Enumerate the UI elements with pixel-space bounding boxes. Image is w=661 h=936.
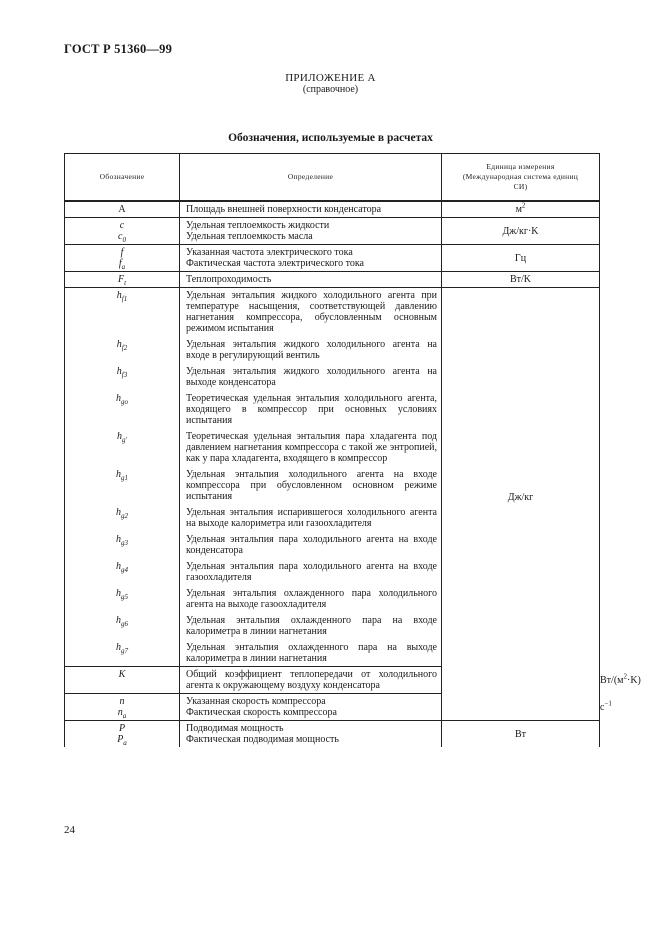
- symbol-subscript: g7: [121, 647, 128, 655]
- symbol: K: [118, 669, 126, 680]
- definition-cell: Удельная энтальпия жидкого холодильного агента на входе в регулирующий вентиль: [180, 339, 442, 361]
- unit: Вт/(м: [600, 674, 624, 686]
- symbol: h: [116, 642, 121, 653]
- symbol-subscript: a: [122, 712, 127, 720]
- definition-cell: Удельная энтальпия охлажденного пара холодильного агента на выходе газоохладителя: [180, 588, 442, 610]
- unit-superscript: 2: [623, 672, 627, 681]
- table-row: [65, 707, 600, 721]
- column-header-unit-line2: (Международная система единиц: [462, 172, 579, 181]
- definition-cell: Фактическая скорость компрессора: [180, 707, 442, 721]
- definition-cell: Указанная частота электрического тока: [180, 245, 442, 259]
- column-header-definition: Определение: [180, 154, 442, 202]
- symbol-cell: [65, 258, 180, 272]
- symbol: h: [116, 615, 121, 626]
- symbol-subscript: t: [124, 279, 127, 287]
- symbol-cell: [65, 469, 180, 502]
- symbol-subscript: g2: [121, 512, 128, 520]
- table-header-row: [65, 154, 600, 202]
- column-header-symbol: Обозначение: [65, 154, 180, 202]
- symbol-subscript: g5: [121, 593, 128, 601]
- page-number: 24: [64, 824, 75, 836]
- unit-cell: Вт: [442, 721, 600, 748]
- symbol-cell: [65, 694, 180, 708]
- table-row: [65, 201, 600, 218]
- unit-cell: Гц: [442, 245, 600, 272]
- unit: с: [600, 701, 605, 713]
- symbol-cell: [65, 431, 180, 464]
- symbol-cell: [65, 393, 180, 426]
- symbol-cell: [65, 707, 180, 721]
- table-row: [65, 288, 600, 335]
- symbol-cell: [65, 339, 180, 361]
- symbol-cell: [65, 561, 180, 583]
- symbol: P: [117, 734, 124, 745]
- column-header-unit-line1: Единица измерения: [486, 162, 555, 171]
- symbol-subscript: g4: [121, 566, 128, 574]
- unit-cell: Дж/кг·K: [442, 218, 600, 245]
- table-row: [65, 721, 600, 735]
- symbol: F: [117, 274, 125, 285]
- symbol: h: [116, 561, 121, 572]
- symbol-cell: [65, 218, 180, 232]
- definition-cell: Удельная энтальпия жидкого холодильного агента на выходе конденсатора: [180, 366, 442, 388]
- definition-cell: Удельная энтальпия жидкого холодильного агента при температуре насыщения, соответствующей давлению нагнетания компрессора, обусловленным основным режимом испытания: [180, 288, 442, 335]
- definition-cell: Теоретическая удельная энтальпия холодильного агента, входящего в компрессор при основных условиях испытания: [180, 393, 442, 426]
- symbol: h: [116, 393, 121, 404]
- unit-cell: [442, 201, 600, 218]
- symbol: n: [119, 696, 125, 707]
- symbol: h: [116, 534, 121, 545]
- symbol: h: [116, 290, 122, 301]
- symbol-cell: [65, 231, 180, 245]
- table-row: [65, 272, 600, 288]
- symbol-cell: [65, 615, 180, 637]
- table-row: [65, 245, 600, 259]
- symbol-cell: [65, 534, 180, 556]
- definition-cell: Подводимая мощность: [180, 721, 442, 735]
- symbol: h: [116, 469, 121, 480]
- symbol-subscript: g3: [121, 539, 128, 547]
- symbol-subscript: f3: [121, 371, 128, 379]
- symbol-cell: [65, 245, 180, 259]
- symbol: f: [118, 258, 122, 269]
- definition-cell: Площадь внешней поверхности конденсатора: [180, 201, 442, 218]
- symbol-subscript: a: [123, 739, 127, 747]
- definition-cell: Удельная теплоемкость масла: [180, 231, 442, 245]
- unit-suffix: ·K): [626, 674, 641, 686]
- column-header-unit: [442, 154, 600, 202]
- definition-cell: Указанная скорость компрессора: [180, 694, 442, 708]
- symbol: h: [116, 366, 122, 377]
- symbol-cell: [65, 272, 180, 288]
- symbol: P: [118, 723, 126, 734]
- standard-code: ГОСТ Р 51360—99: [64, 42, 173, 56]
- symbol-cell: [65, 734, 180, 747]
- definition-cell: Удельная теплоемкость жидкости: [180, 218, 442, 232]
- symbol-subscript: a: [121, 263, 126, 271]
- definition-cell: Фактическая частота электрического тока: [180, 258, 442, 272]
- symbol-cell: [65, 201, 180, 218]
- symbol-cell: [65, 588, 180, 610]
- symbol: A: [118, 204, 126, 215]
- definition-cell: Удельная энтальпия охлажденного пара на выходе калориметра в линии нагнетания: [180, 642, 442, 667]
- annex-title: ПРИЛОЖЕНИЕ А: [285, 72, 376, 84]
- definition-cell: Удельная энтальпия пара холодильного агента на входе газоохладителя: [180, 561, 442, 583]
- definition-cell: Удельная энтальпия охлажденного пара на входе калориметра в линии нагнетания: [180, 615, 442, 637]
- symbol-cell: [65, 288, 180, 335]
- definition-cell: Удельная энтальпия испарившегося холодильного агента на выходе калориметра или газоохладителя: [180, 507, 442, 529]
- unit-superscript: 2: [521, 201, 526, 210]
- symbol: f: [120, 247, 124, 258]
- symbol-subscript: f1: [121, 295, 128, 303]
- symbol: h: [116, 507, 121, 518]
- definition-cell: Общий коэффициент теплопередачи от холодильного агента к окружающему воздуху конденсатора: [180, 667, 442, 694]
- symbol-subscript: go: [121, 398, 128, 406]
- annex-subtitle: (справочное): [302, 84, 359, 95]
- unit: м: [515, 204, 522, 215]
- symbol-cell: [65, 507, 180, 529]
- symbol-subscript: f2: [121, 344, 128, 352]
- definition-cell: Теплопроходимость: [180, 272, 442, 288]
- symbol-subscript: g': [122, 436, 127, 444]
- symbol: n: [117, 707, 123, 718]
- column-header-unit-line3: СИ): [513, 182, 528, 191]
- symbol: h: [116, 339, 122, 350]
- symbol-cell: [65, 366, 180, 388]
- symbol: h: [116, 588, 121, 599]
- unit-cell: Дж/кг: [442, 288, 600, 708]
- definition-cell: Удельная энтальпия холодильного агента на входе компрессора при обусловленном основном режиме испытания: [180, 469, 442, 502]
- definition-cell: Удельная энтальпия пара холодильного агента на входе конденсатора: [180, 534, 442, 556]
- symbol-cell: [65, 721, 180, 735]
- table-title: Обозначения, используемые в расчетах: [228, 132, 433, 144]
- symbol: c: [118, 231, 123, 242]
- symbol: h: [117, 431, 122, 442]
- unit-superscript: −1: [604, 699, 612, 708]
- symbols-table: [64, 153, 641, 747]
- definition-cell: Теоретическая удельная энтальпия пара хладагента под давлением нагнетания компрессора с такой же энтропией, как у пара хладагента, входящего в компрессор: [180, 431, 442, 464]
- symbol: c: [119, 220, 125, 231]
- unit-cell: Вт/K: [442, 272, 600, 288]
- definition-cell: Фактическая подводимая мощность: [180, 734, 442, 747]
- symbol-subscript: g6: [121, 620, 128, 628]
- table-row: [65, 218, 600, 232]
- symbol-cell: [65, 667, 180, 694]
- symbol-cell: [65, 642, 180, 667]
- symbol-subscript: g1: [121, 474, 128, 482]
- symbol-subscript: 0: [122, 236, 126, 244]
